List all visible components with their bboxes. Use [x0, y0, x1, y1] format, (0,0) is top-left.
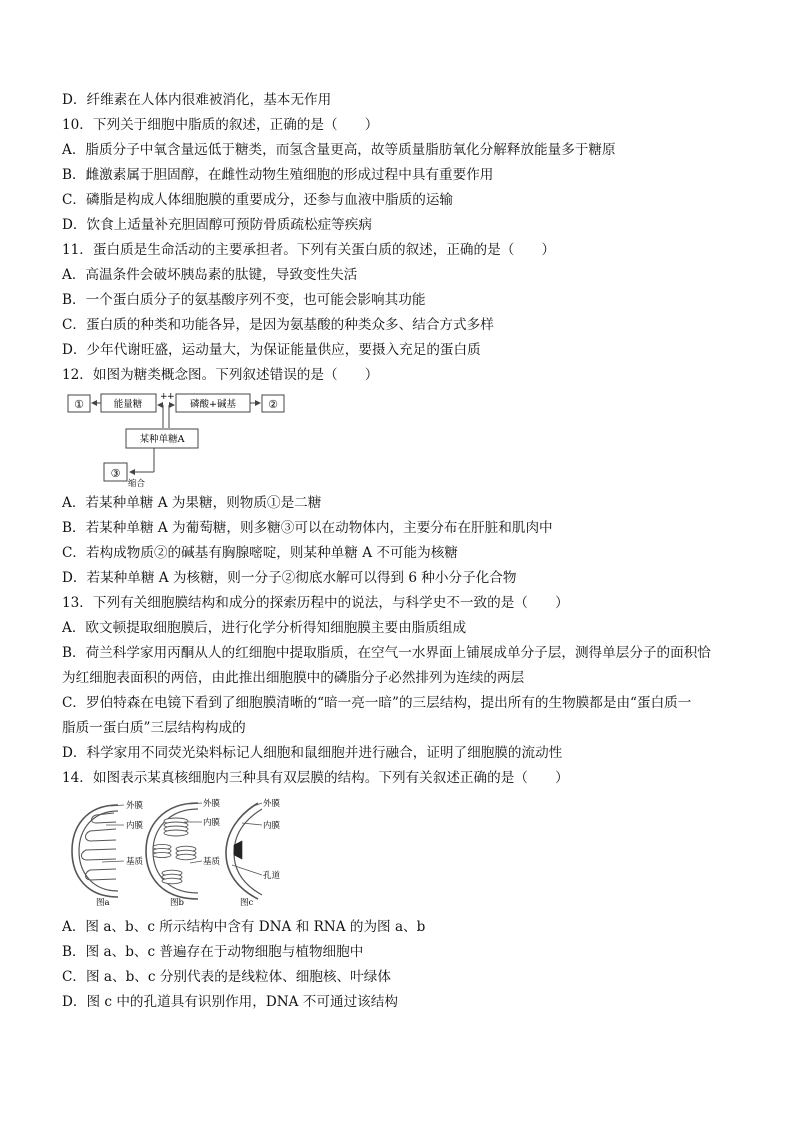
q11-option-a: A．高温条件会破坏胰岛素的肽键，导致变性失活	[62, 267, 358, 283]
box-2-label: ②	[268, 398, 278, 411]
q13-option-a: A．欧文顿提取细胞膜后，进行化学分析得知细胞膜主要由脂质组成	[62, 620, 467, 636]
q14-option-a: A．图 a、b、c 所示结构中含有 DNA 和 RNA 的为图 a、b	[62, 919, 426, 935]
q13-option-c-line1: C．罗伯特森在电镜下看到了细胞膜清晰的“暗一亮一暗”的三层结构，提出所有的生物膜都是由“蛋白质一	[62, 695, 692, 711]
double-membrane-structures-diagram	[66, 795, 292, 907]
figure-c-outer-label: 外膜	[263, 799, 281, 809]
q14-option-d: D．图 c 中的孔道具有识别作用，DNA 不可通过该结构	[62, 994, 398, 1010]
q10-option-c: C．磷脂是构成人体细胞膜的重要成分，还参与血液中脂质的运输	[62, 192, 454, 208]
q11-stem: 11．蛋白质是生命活动的主要承担者。下列有关蛋白质的叙述，正确的是（ ）	[62, 242, 556, 258]
q12-stem: 12．如图为糖类概念图。下列叙述错误的是（ ）	[62, 367, 379, 383]
plus-sign-left: +	[160, 392, 168, 402]
figure-c-caption: 图c	[240, 898, 254, 907]
figure-b-chloroplast	[146, 798, 221, 907]
q11-option-c: C．蛋白质的种类和功能各异，是因为氨基酸的种类众多、结合方式多样	[62, 317, 494, 333]
figure-a-inner-label: 内膜	[126, 821, 144, 831]
q13-option-d: D．科学家用不同荧光染料标记人细胞和鼠细胞并进行融合，证明了细胞膜的流动性	[62, 745, 563, 761]
q10-stem: 10．下列关于细胞中脂质的叙述，正确的是（ ）	[62, 117, 379, 133]
figure-b-matrix-label: 基质	[203, 857, 221, 867]
figure-b-outer-label: 外膜	[203, 799, 221, 809]
box-3-label: ③	[110, 467, 121, 480]
q14-stem: 14．如图表示某真核细胞内三种具有双层膜的结构。下列有关叙述正确的是（ ）	[62, 770, 569, 786]
q13-option-b-line1: B．荷兰科学家用丙酮从人的红细胞中提取脂质，在空气一水界面上铺展成单分子层，测得单层分子的面积恰	[62, 645, 711, 661]
q13-option-c-line2: 脂质一蛋白质”三层结构构成的	[62, 720, 246, 736]
q14-option-c: C．图 a、b、c 分别代表的是线粒体、细胞核、叶绿体	[62, 969, 391, 985]
q10-option-d: D．饮食上适量补充胆固醇可预防骨质疏松症等疾病	[62, 217, 372, 233]
q12-option-a: A．若某种单糖 A 为果糖，则物质①是二糖	[62, 495, 322, 511]
plus-sign-right: +	[167, 392, 175, 402]
sugar-concept-diagram	[66, 390, 288, 490]
q12-option-b: B．若某种单糖 A 为葡萄糖，则多糖③可以在动物体内，主要分布在肝脏和肌肉中	[62, 520, 553, 536]
phosphate-base-label: 磷酸+碱基	[190, 399, 236, 410]
energy-sugar-label: 能量糖	[113, 399, 143, 410]
figure-a-outer-label: 外膜	[126, 801, 144, 811]
q13-option-b-line2: 为红细胞表面积的两倍，由此推出细胞膜中的磷脂分子必然排列为连续的两层	[62, 670, 525, 686]
figure-c-inner-label: 内膜	[263, 821, 281, 831]
q13-stem: 13．下列有关细胞膜结构和成分的探索历程中的说法，与科学史不一致的是（ ）	[62, 595, 569, 611]
q12-option-d: D．若某种单糖 A 为核糖，则一分子②彻底水解可以得到 6 种小分子化合物	[62, 570, 517, 586]
figure-b-caption: 图b	[170, 898, 184, 907]
box-1-label: ①	[74, 398, 84, 411]
figure-c-pore-label: 孔道	[263, 871, 281, 881]
condense-label: 缩合	[128, 479, 146, 489]
figure-a-matrix-label: 基质	[126, 857, 144, 867]
figure-c-nucleus	[226, 798, 281, 907]
monosaccharide-a-label: 某种单糖A	[139, 434, 185, 445]
q10-option-a: A．脂质分子中氧含量远低于糖类，而氢含量更高，故等质量脂肪氧化分解释放能量多于糖原	[62, 142, 616, 158]
figure-a-mitochondrion	[72, 800, 144, 907]
q9-option-d: D．纤维素在人体内很难被消化，基本无作用	[62, 92, 332, 108]
figure-b-inner-label: 内膜	[203, 818, 221, 828]
q12-option-c: C．若构成物质②的碱基有胸腺嘧啶，则某种单糖 A 不可能为核糖	[62, 545, 458, 561]
q11-option-b: B．一个蛋白质分子的氨基酸序列不变，也可能会影响其功能	[62, 292, 426, 308]
q14-option-b: B．图 a、b、c 普遍存在于动物细胞与植物细胞中	[62, 944, 364, 960]
q11-option-d: D．少年代谢旺盛，运动量大，为保证能量供应，要摄入充足的蛋白质	[62, 342, 481, 358]
q10-option-b: B．雌激素属于胆固醇，在雌性动物生殖细胞的形成过程中具有重要作用	[62, 167, 494, 183]
figure-a-caption: 图a	[96, 898, 110, 907]
